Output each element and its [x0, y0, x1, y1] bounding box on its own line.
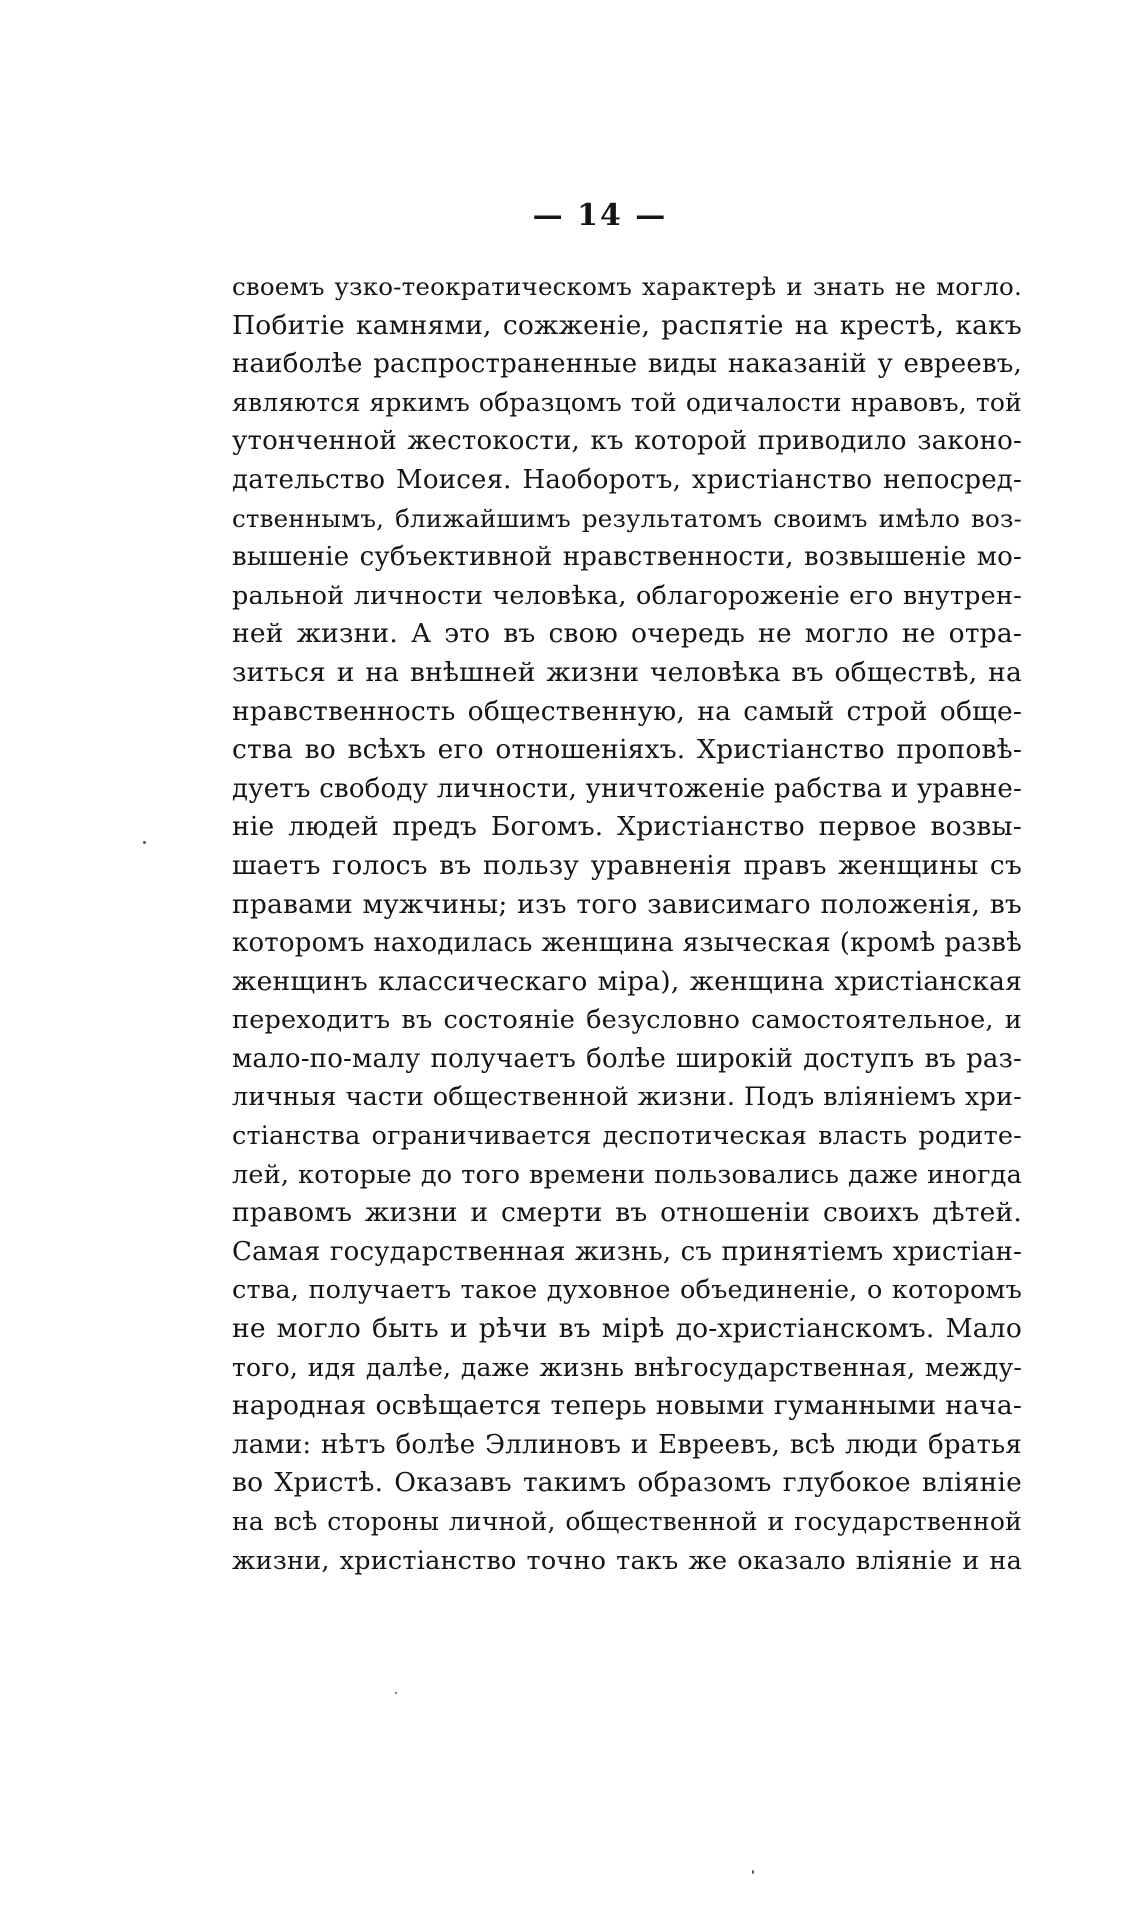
text-line: которомъ находилась женщина языческая (кромѣ развѣ	[232, 928, 1022, 959]
scan-speck	[395, 1692, 397, 1694]
text-line: переходитъ въ состояніе безусловно самостоятельное, и	[232, 1005, 1022, 1036]
text-line: являются яркимъ образцомъ той одичалости нравовъ, той	[232, 387, 1022, 417]
text-line: ства, получаетъ такое духовное объединеніе, о которомъ	[232, 1275, 1022, 1306]
text-line: дательство Моисея. Наоборотъ, христіанство непосред-	[232, 464, 1022, 495]
body-text	[232, 268, 1022, 1580]
text-line: ніе людей предъ Богомъ. Христіанство первое возвы-	[232, 811, 1022, 843]
text-line: зиться и на внѣшней жизни человѣка въ обществѣ, на	[232, 656, 1022, 688]
text-line: мало-по-малу получаетъ болѣе широкій доступъ въ раз-	[232, 1043, 1022, 1074]
text-line: вышеніе субъективной нравственности, возвышеніе мо-	[232, 542, 1022, 573]
text-line: дуетъ свободу личности, уничтоженіе рабства и уравне-	[232, 773, 1022, 804]
text-line: шаетъ голосъ въ пользу уравненія правъ женщины съ	[232, 849, 1022, 881]
text-line: нравственность общественную, на самый строй обще-	[232, 695, 1022, 727]
text-line: правами мужчины; изъ того зависимаго положенія, въ	[232, 888, 1022, 920]
text-line: во Христѣ. Оказавъ такимъ образомъ глубокое вліяніе	[232, 1467, 1022, 1499]
text-line: наиболѣе распространенные виды наказаній у евреевъ,	[232, 349, 1022, 380]
text-line: лами: нѣтъ болѣе Эллиновъ и Евреевъ, всѣ люди братья	[232, 1429, 1022, 1460]
text-line: Побитіе камнями, сожженіе, распятіе на крестѣ, какъ	[232, 309, 1022, 341]
text-line: на всѣ стороны личной, общественной и государственной	[232, 1507, 1022, 1536]
text-line: жизни, христіанство точно такъ же оказало вліяніе и на	[232, 1545, 1022, 1576]
scan-speck	[752, 1870, 754, 1874]
text-line: ральной личности человѣка, облагороженіе его внутрен-	[232, 580, 1022, 611]
scan-speck	[143, 841, 146, 844]
text-line: народная освѣщается теперь новыми гуманными нача-	[232, 1390, 1022, 1422]
text-line: ства во всѣхъ его отношеніяхъ. Христіанство проповѣ-	[232, 734, 1022, 766]
text-line: стіанства ограничивается деспотическая власть родите-	[232, 1121, 1022, 1152]
text-line: женщинъ классическаго міра), женщина христіанская	[232, 965, 1022, 997]
text-line: того, идя далѣе, даже жизнь внѣгосударственная, между-	[232, 1352, 1022, 1382]
text-line: ней жизни. А это въ свою очередь не могло не отра-	[232, 618, 1022, 650]
text-line: утонченной жестокости, къ которой приводило законо-	[232, 426, 1022, 457]
text-line: ственнымъ, ближайшимъ результатомъ своимъ имѣло воз-	[232, 503, 1022, 533]
text-line: своемъ узко-теократическомъ характерѣ и знать не могло.	[232, 272, 1022, 301]
text-line: Самая государственная жизнь, съ принятіемъ христіан-	[232, 1236, 1022, 1267]
page-number: — 14 —	[532, 198, 668, 233]
text-line: не могло быть и рѣчи въ мірѣ до-христіанскомъ. Мало	[232, 1313, 1022, 1345]
text-line: личныя части общественной жизни. Подъ вліяніемъ хри-	[232, 1082, 1022, 1113]
text-line: правомъ жизни и смерти въ отношеніи своихъ дѣтей.	[232, 1197, 1022, 1229]
text-line: лей, которые до того времени пользовались даже иногда	[232, 1159, 1022, 1190]
